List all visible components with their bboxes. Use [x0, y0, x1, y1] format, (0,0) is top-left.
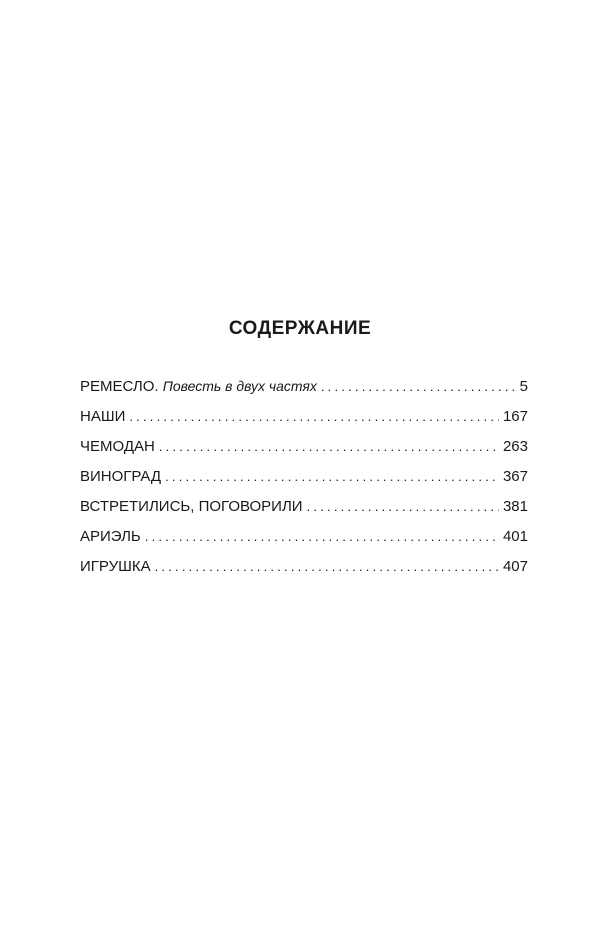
toc-entry[interactable]: [80, 378, 528, 408]
toc-list: [80, 378, 528, 588]
toc-entry-subtitle: Повесть в двух частях: [162, 378, 317, 394]
toc-entry-page: 367: [502, 468, 528, 485]
toc-entry[interactable]: [80, 468, 528, 498]
toc-entry-page: 263: [502, 438, 528, 455]
toc-entry-title: ВСТРЕТИЛИСЬ, ПОГОВОРИЛИ: [80, 498, 303, 515]
toc-entry-title: НАШИ: [80, 408, 126, 425]
toc-leader-dots: [307, 499, 499, 514]
toc-leader-dots: [155, 559, 499, 574]
toc-entry[interactable]: [80, 498, 528, 528]
toc-leader-dots: [321, 379, 516, 394]
toc-entry-page: 5: [519, 378, 528, 395]
toc-entry-title: ИГРУШКА: [80, 558, 151, 575]
toc-entry-title: АРИЭЛЬ: [80, 528, 141, 545]
toc-entry-title: ЧЕМОДАН: [80, 438, 155, 455]
toc-heading: СОДЕРЖАНИЕ: [228, 318, 372, 339]
toc-entry[interactable]: [80, 438, 528, 468]
toc-entry-title: ВИНОГРАД: [80, 468, 162, 485]
toc-entry-page: 381: [502, 498, 528, 515]
toc-entry-title: РЕМЕСЛО. Повесть в двух частях: [80, 378, 317, 395]
toc-leader-dots: [129, 409, 499, 424]
toc-entry[interactable]: [80, 408, 528, 438]
toc-entry[interactable]: [80, 558, 528, 588]
toc-leader-dots: [165, 469, 499, 484]
toc-entry-page: 167: [502, 408, 528, 425]
toc-entry[interactable]: [80, 528, 528, 558]
toc-leader-dots: [159, 439, 499, 454]
toc-entry-page: 407: [502, 558, 528, 575]
toc-leader-dots: [145, 529, 499, 544]
toc-entry-page: 401: [502, 528, 528, 545]
